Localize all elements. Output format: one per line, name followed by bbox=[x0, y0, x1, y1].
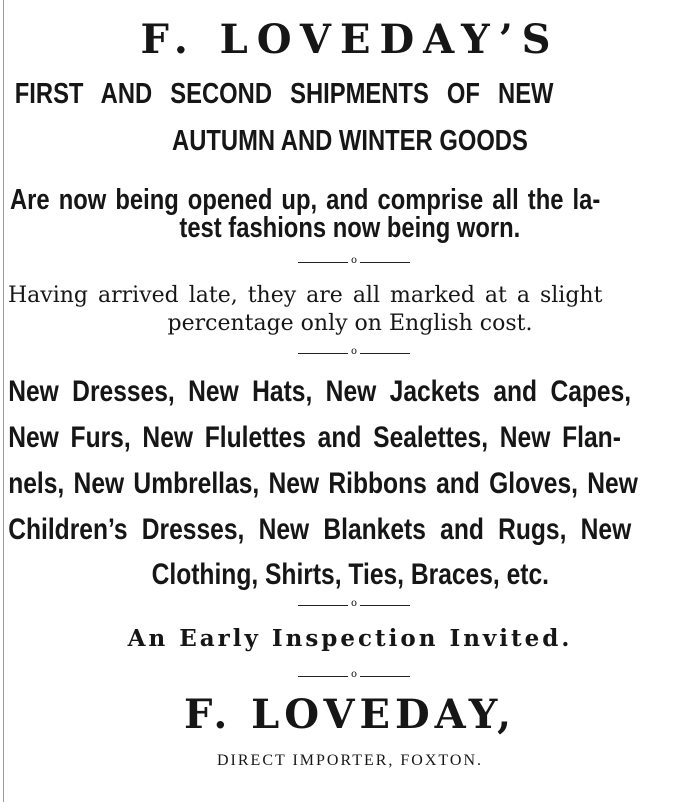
section-divider: o bbox=[298, 600, 410, 612]
merchant-address: DIRECT IMPORTER, FOXTON. bbox=[216, 752, 484, 769]
intro-line-1-text: Are now being opened up, and comprise all the la- bbox=[10, 184, 601, 216]
subheading-line-2 bbox=[0, 121, 700, 161]
goods-line-4-text: Children’s Dresses, New Blankets and Rugs, New bbox=[8, 513, 632, 546]
section-divider: o bbox=[298, 348, 410, 360]
intro-line-2 bbox=[0, 210, 700, 246]
notice-line-2 bbox=[0, 310, 700, 338]
goods-line-2-text: New Furs, New Flulettes and Sealettes, New Flan- bbox=[8, 421, 621, 454]
goods-line-5-text: Clothing, Shirts, Ties, Braces, etc. bbox=[151, 558, 549, 591]
section-divider: o bbox=[298, 257, 410, 269]
section-divider: o bbox=[298, 671, 410, 683]
notice-line-1-text: Having arrived late, they are all marked at a slight bbox=[8, 283, 603, 308]
headline: F. LOVEDAY’S bbox=[140, 16, 560, 63]
goods-line-2 bbox=[0, 418, 700, 458]
merchant-signature: F. LOVEDAY, bbox=[183, 691, 517, 738]
goods-line-3 bbox=[0, 464, 700, 504]
goods-line-5 bbox=[0, 555, 700, 595]
goods-line-1-text: New Dresses, New Hats, New Jackets and Capes, bbox=[8, 375, 632, 408]
notice-line-1 bbox=[0, 282, 700, 310]
inspection-invitation: An Early Inspection Invited. bbox=[127, 625, 573, 652]
notice-line-2-text: percentage only on English cost. bbox=[167, 311, 533, 336]
goods-line-4 bbox=[0, 510, 700, 550]
goods-line-1 bbox=[0, 372, 700, 412]
intro-line-2-text: test fashions now being worn. bbox=[179, 212, 521, 244]
subheading-line-2-text: AUTUMN AND WINTER GOODS bbox=[172, 125, 528, 157]
goods-line-3-text: nels, New Umbrellas, New Ribbons and Gloves, New bbox=[8, 467, 638, 500]
subheading-line-1 bbox=[0, 74, 700, 114]
subheading-line-1-text: FIRST AND SECOND SHIPMENTS OF NEW bbox=[14, 78, 554, 110]
